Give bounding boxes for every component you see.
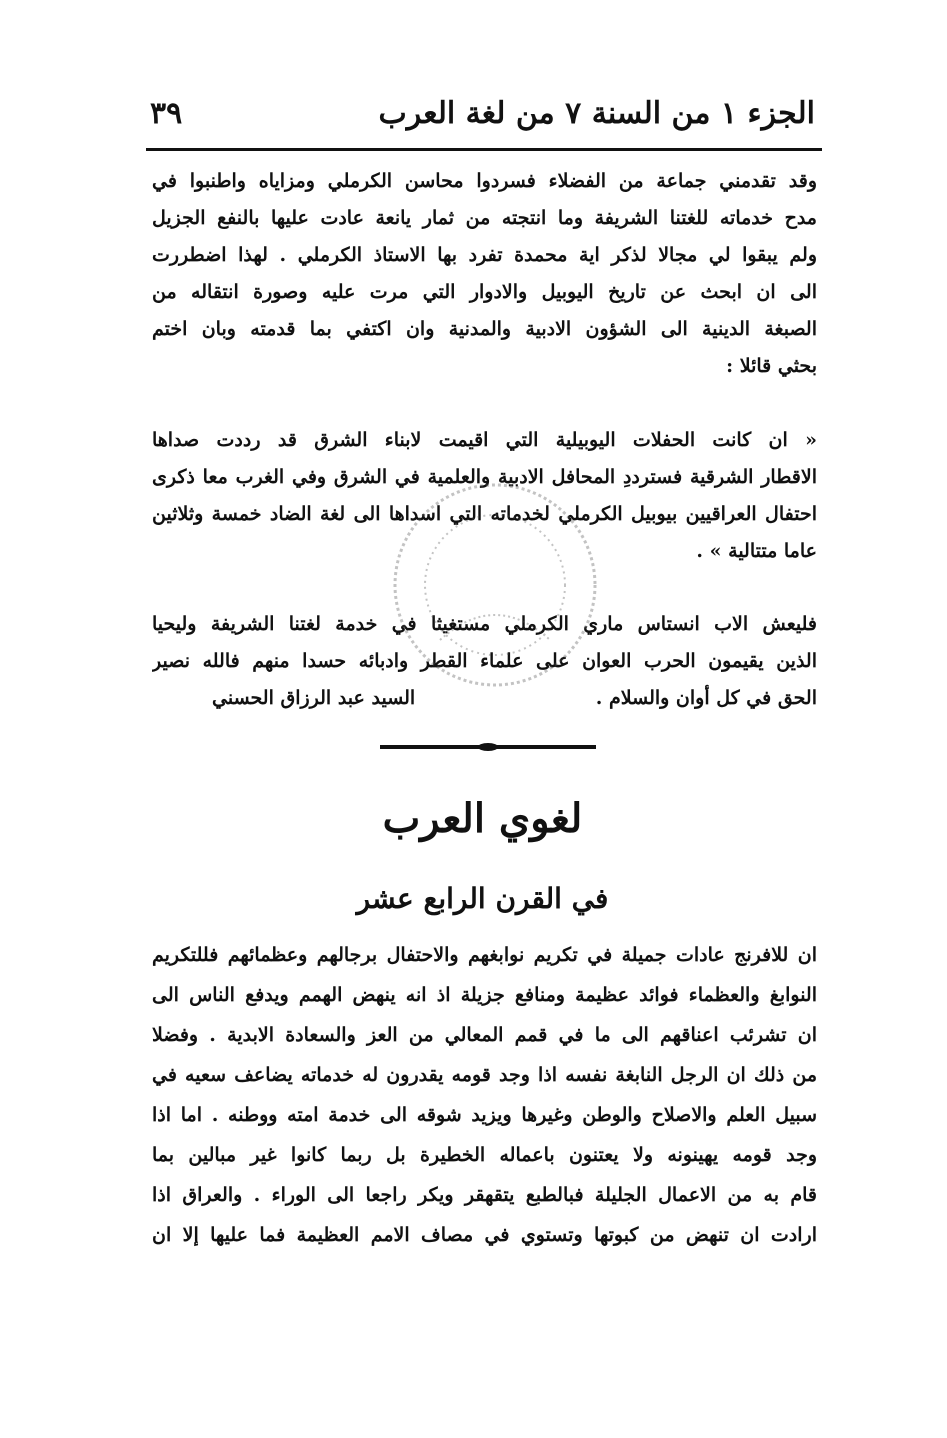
text-line: قام به من الاعمال الجليلة فبالطبع يتقهقر ويكر راجعا الى الوراء . والعراق اذا <box>152 1184 817 1206</box>
text-line: فليعش الاب انستاس ماري الكرملي مستغيثا في خدمة لغتنا الشريفة وليحيا <box>152 613 817 635</box>
closing-text: الحق في كل أوان والسلام . <box>595 687 817 709</box>
running-title: الجزء ١ من السنة ٧ من لغة العرب <box>378 95 815 131</box>
section-divider <box>380 745 596 749</box>
text-line: الذين يقيمون الحرب العوان على علماء القطر وادبائه حسدا منهم فالله نصير <box>152 650 817 672</box>
article-title: لغوي العرب <box>382 795 583 842</box>
text-line: ان تشرئب اعناقهم الى ما في قمم المعالي من العز والسعادة الابدية . وفضلا <box>152 1024 817 1046</box>
text-line: الى ان ابحث عن تاريخ اليوبيل والادوار التي مرت عليه وصورة انتقاله من <box>152 281 817 303</box>
text-line: احتفال العراقيين بيوبيل الكرملي لخدماته التي اسداها الى لغة الضاد خمسة وثلاثين <box>152 503 817 525</box>
text-line: بحثي قائلا : <box>726 355 817 377</box>
text-line: سبيل العلم والاصلاح والوطن وغيرها ويزيد شوقه الى خدمة امته ووطنه . اما اذا <box>152 1104 817 1126</box>
text-line: من ذلك ان الرجل النابغة نفسه اذا وجد قومه يقدرون له خدماته يضاعف سعيه في <box>152 1064 817 1086</box>
paragraph-closing <box>152 606 817 717</box>
article-body <box>152 935 817 1255</box>
running-header <box>150 88 815 138</box>
text-line: النوابغ والعظماء فوائد عظيمة ومنافع جزيلة اذ انه ينهض الهمم ويدفع الناس الى <box>152 984 817 1006</box>
header-rule <box>146 148 822 151</box>
paragraph-quotation <box>152 422 817 570</box>
page-number: ٣٩ <box>150 95 183 131</box>
text-line: ولم يبقوا لي مجالا لذكر اية محمدة تفرد بها الاستاذ الكرملي . لهذا اضطررت <box>152 244 817 266</box>
text-line: ارادت ان تنهض من كبوتها وتستوي في مصاف الامم العظيمة فما عليها إلا ان <box>152 1224 817 1246</box>
text-line: وقد تقدمني جماعة من الفضلاء فسردوا محاسن الكرملي ومزاياه واطنبوا في <box>152 170 817 192</box>
text-line: الاقطار الشرقية فسترددِ المحافل الادبية والعلمية في الشرق وفي الغرب معا ذكرى <box>152 466 817 488</box>
text-line: مدح خدماته للغتنا الشريفة وما انتجته من ثمار يانعة عادت عليها بالنفع الجزيل <box>152 207 817 229</box>
text-line: عاما متتالية » . <box>696 540 817 562</box>
text-line: ان للافرنج عادات جميلة في تكريم نوابغهم والاحتفال برجالهم وعظمائهم فللتكريم <box>152 944 817 966</box>
text-line: وجد قومه يهينونه ولا يعتنون باعماله الخطيرة بل ربما كانوا غير مبالين بما <box>152 1144 817 1166</box>
text-line: « ان كانت الحفلات اليوبيلية التي اقيمت لابناء الشرق قد رددت صداها <box>152 429 817 451</box>
paragraph-tribute-intro <box>152 163 817 385</box>
closing-line <box>152 680 817 717</box>
text-line: الصبغة الدينية الى الشؤون الادبية والمدنية وان اكتفي بما قدمته وبان اختم <box>152 318 817 340</box>
article-subtitle: في القرن الرابع عشر <box>356 882 609 915</box>
author-signature: السيد عبد الرزاق الحسني <box>212 687 416 709</box>
